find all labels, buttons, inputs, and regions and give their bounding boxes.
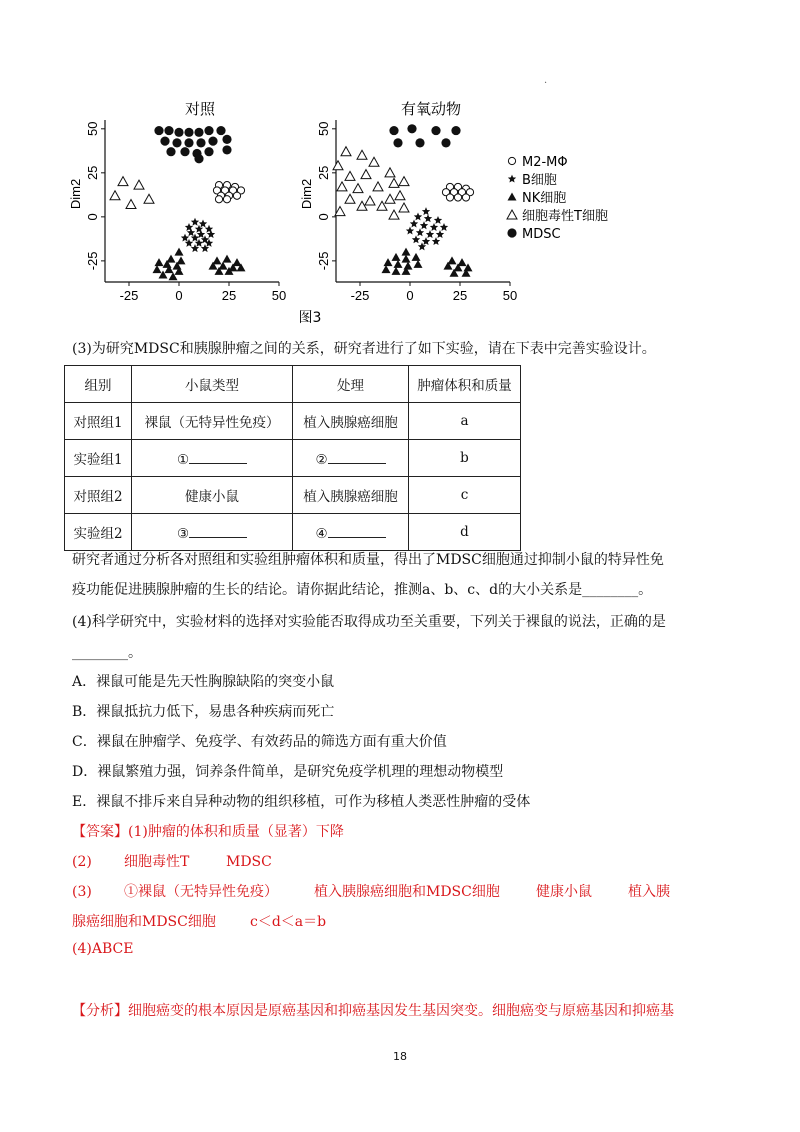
q4-option-e: E．裸鼠不排斥来自异种动物的组织移植，可作为移植人类恶性肿瘤的受体 <box>72 794 531 810</box>
answer-2-part: MDSC <box>226 854 272 870</box>
blank-label-1: ① <box>176 451 190 468</box>
data-point <box>414 212 422 220</box>
legend-label: B细胞 <box>522 173 557 188</box>
data-point <box>415 138 424 147</box>
page-number: 18 <box>393 1050 407 1063</box>
y-tick-label: -25 <box>316 251 331 271</box>
experiment-table <box>64 365 521 551</box>
data-point <box>341 147 351 156</box>
data-point <box>399 203 409 212</box>
y-tick-label: 0 <box>316 213 331 221</box>
data-point <box>454 194 461 201</box>
data-point <box>357 201 367 210</box>
table-cell: c <box>409 477 521 514</box>
data-point <box>436 230 444 238</box>
data-point <box>208 137 217 146</box>
data-point <box>166 147 175 156</box>
data-point <box>181 234 189 242</box>
table-row <box>65 403 521 440</box>
table-cell <box>293 440 409 477</box>
scatter-figure <box>70 90 670 330</box>
data-point <box>420 221 428 229</box>
data-point <box>389 210 399 219</box>
data-point <box>426 230 434 238</box>
table-cell <box>132 440 293 477</box>
answer-line-1 <box>72 821 344 841</box>
data-point <box>412 235 420 243</box>
table-cell: 健康小鼠 <box>132 477 293 514</box>
data-point <box>399 177 409 186</box>
data-point <box>337 182 347 191</box>
data-point <box>215 196 222 203</box>
y-tick-label: -25 <box>85 251 100 271</box>
answer-3-part: 植入胰 <box>628 884 670 900</box>
data-point <box>389 178 399 187</box>
data-point <box>389 126 398 135</box>
data-point <box>223 196 230 203</box>
blank-label-2: ② <box>315 451 328 468</box>
data-point <box>345 194 355 203</box>
data-point <box>155 258 164 266</box>
data-point <box>392 253 401 261</box>
data-point <box>205 225 213 233</box>
x-tick-label: 25 <box>221 288 237 303</box>
data-point <box>412 253 421 261</box>
data-point <box>406 227 414 235</box>
answer-blank[interactable] <box>189 523 247 538</box>
data-point <box>357 150 367 159</box>
y-tick-label: 0 <box>85 213 100 221</box>
data-point <box>373 182 383 191</box>
table-cell: 对照组1 <box>65 403 132 440</box>
data-point <box>175 248 184 256</box>
q4-stem: (4)科学研究中，实验材料的选择对实验能否取得成功至关重要，下列关于裸鼠的说法，正确的是 <box>72 614 666 630</box>
legend-marker <box>508 193 517 201</box>
plot-title: 有氧动物 <box>400 100 462 118</box>
data-point <box>184 138 193 147</box>
data-point <box>134 180 144 189</box>
data-point <box>392 267 401 275</box>
table-row <box>65 514 521 551</box>
data-point <box>118 177 128 186</box>
data-point <box>353 184 363 193</box>
data-point <box>233 192 240 199</box>
data-point <box>164 126 173 135</box>
data-point <box>153 265 162 273</box>
figure-3 <box>70 90 670 330</box>
data-point <box>440 223 448 231</box>
q3-intro: (3)为研究MDSC和胰腺肿瘤之间的关系，研究者进行了如下实验，请在下表中完善实验设计。 <box>72 341 656 357</box>
y-tick-label: 50 <box>316 121 331 137</box>
q3-conclusion-line1: 研究者通过分析各对照组和实验组肿瘤体积和质量，得出了MDSC细胞通过抑制小鼠的特异性免 <box>72 552 664 568</box>
data-point <box>402 255 411 263</box>
header-cell: 处理 <box>293 366 409 403</box>
figure-caption: 图3 <box>298 310 322 326</box>
data-point <box>204 126 213 135</box>
table-cell: a <box>409 403 521 440</box>
answer-tag: 【答案】 <box>72 824 128 840</box>
answer-3-part: 植入胰腺癌细胞和MDSC细胞 <box>314 884 500 900</box>
data-point <box>365 196 375 205</box>
q3-conclusion-line2: 疫功能促进胰腺肿瘤的生长的结论。请你据此结论，推测a、b、c、d的大小关系是________。 <box>72 582 653 598</box>
data-point <box>451 126 460 135</box>
data-point <box>223 255 232 263</box>
answer-3-part: ①裸鼠（无特异性免疫） <box>124 884 278 900</box>
data-point <box>110 191 120 200</box>
x-tick-label: 25 <box>452 288 468 303</box>
x-tick-label: 0 <box>406 288 414 303</box>
data-point <box>184 128 193 137</box>
data-point <box>441 138 450 147</box>
table-cell <box>132 514 293 551</box>
x-tick-label: -25 <box>350 288 370 303</box>
data-point <box>180 147 189 156</box>
legend-marker <box>508 157 515 164</box>
data-point <box>431 126 440 135</box>
q4-option-d: D．裸鼠繁殖力强，饲养条件简单，是研究免疫学机理的理想动物模型 <box>72 764 504 780</box>
data-point <box>446 194 453 201</box>
data-point <box>393 138 402 147</box>
data-point <box>160 137 169 146</box>
table-header-row <box>65 366 521 403</box>
table-cell: 植入胰腺癌细胞 <box>293 477 409 514</box>
answer-line-3 <box>72 881 670 901</box>
legend-label: MDSC <box>522 227 561 242</box>
x-tick-label: 50 <box>502 288 518 303</box>
data-point <box>402 248 411 256</box>
data-point <box>422 207 430 215</box>
data-point <box>333 161 343 170</box>
q4-blank: ________。 <box>72 645 142 661</box>
data-point <box>384 258 393 266</box>
table-cell: 对照组2 <box>65 477 132 514</box>
data-point <box>222 135 231 144</box>
y-tick-label: 25 <box>85 165 100 181</box>
data-point <box>199 219 207 227</box>
data-point <box>144 194 154 203</box>
answer-blank[interactable] <box>328 523 386 538</box>
header-cell: 小鼠类型 <box>132 366 293 403</box>
data-point <box>422 237 430 245</box>
blank-label-4: ④ <box>315 525 328 542</box>
data-point <box>222 145 231 154</box>
table-cell: 裸鼠（无特异性免疫） <box>132 403 293 440</box>
table-cell: d <box>409 514 521 551</box>
data-point <box>216 126 225 135</box>
data-point <box>382 265 391 273</box>
header-cell: 肿瘤体积和质量 <box>409 366 521 403</box>
data-point <box>462 194 469 201</box>
table-cell: b <box>409 440 521 477</box>
answer-2-part: 细胞毒性T <box>124 854 190 870</box>
data-point <box>395 191 405 200</box>
data-point <box>416 228 424 236</box>
data-point <box>414 260 423 268</box>
x-tick-label: -25 <box>119 288 139 303</box>
data-point <box>424 214 432 222</box>
blank-label-3: ③ <box>176 525 190 542</box>
data-point <box>194 154 203 163</box>
table-cell: 实验组1 <box>65 440 132 477</box>
data-point <box>385 168 395 177</box>
legend-label: 细胞毒性T细胞 <box>522 209 608 224</box>
x-tick-label: 0 <box>175 288 183 303</box>
header-cell: 组别 <box>65 366 132 403</box>
data-point <box>430 223 438 231</box>
data-point <box>194 128 203 137</box>
q4-option-b: B．裸鼠抵抗力低下，易患各种疾病而死亡 <box>72 704 335 720</box>
data-point <box>432 237 440 245</box>
table-cell: 植入胰腺癌细胞 <box>293 403 409 440</box>
data-point <box>361 170 371 179</box>
q4-option-a: A．裸鼠可能是先天性胸腺缺陷的突变小鼠 <box>72 674 335 690</box>
table-cell: 实验组2 <box>65 514 132 551</box>
data-point <box>191 218 199 226</box>
answer-3-part: c＜d＜a＝b <box>250 914 327 930</box>
data-point <box>407 124 416 133</box>
x-tick-label: 50 <box>271 288 287 303</box>
data-point <box>204 147 213 156</box>
table-row <box>65 477 521 514</box>
data-point <box>385 194 395 203</box>
answer-3-number: (3) <box>72 884 92 900</box>
q4-option-c: C．裸鼠在肿瘤学、免疫学、有效药品的筛选方面有重大价值 <box>72 734 447 750</box>
corner-mark: · <box>544 78 548 89</box>
answer-1: (1)肿瘤的体积和质量（显著）下降 <box>128 824 344 840</box>
y-tick-label: 25 <box>316 165 331 181</box>
analysis-text: 细胞癌变的根本原因是原癌基因和抑癌基因发生基因突变。细胞癌变与原癌基因和抑癌基 <box>128 1003 674 1019</box>
data-point <box>410 219 418 227</box>
answer-3-part: 腺癌细胞和MDSC细胞 <box>72 914 216 930</box>
answer-line-4: (4)ABCE <box>72 941 134 957</box>
data-point <box>394 260 403 268</box>
data-point <box>126 200 136 209</box>
y-axis-label: Dim2 <box>299 178 314 210</box>
table-cell <box>293 514 409 551</box>
y-tick-label: 50 <box>85 121 100 137</box>
plot-title: 对照 <box>184 100 216 118</box>
answer-3-part: 健康小鼠 <box>536 884 592 900</box>
data-point <box>404 262 413 270</box>
answer-2-number: (2) <box>72 854 92 870</box>
data-point <box>172 138 181 147</box>
data-point <box>196 138 205 147</box>
legend-marker <box>507 228 516 237</box>
legend-marker <box>508 175 516 183</box>
answer-blank[interactable] <box>189 449 247 464</box>
data-point <box>369 157 379 166</box>
answer-blank[interactable] <box>328 449 386 464</box>
data-point <box>154 126 163 135</box>
legend-marker <box>507 210 517 219</box>
analysis-line <box>72 1000 674 1020</box>
legend-label: M2-MΦ <box>522 155 568 170</box>
data-point <box>174 128 183 137</box>
analysis-tag: 【分析】 <box>72 1003 128 1019</box>
data-point <box>434 216 442 224</box>
answer-line-2 <box>72 851 272 871</box>
table-row <box>65 440 521 477</box>
data-point <box>185 223 193 231</box>
answer-line-3b <box>72 911 326 931</box>
data-point <box>345 171 355 180</box>
y-axis-label: Dim2 <box>68 178 83 210</box>
legend-label: NK细胞 <box>522 191 567 206</box>
